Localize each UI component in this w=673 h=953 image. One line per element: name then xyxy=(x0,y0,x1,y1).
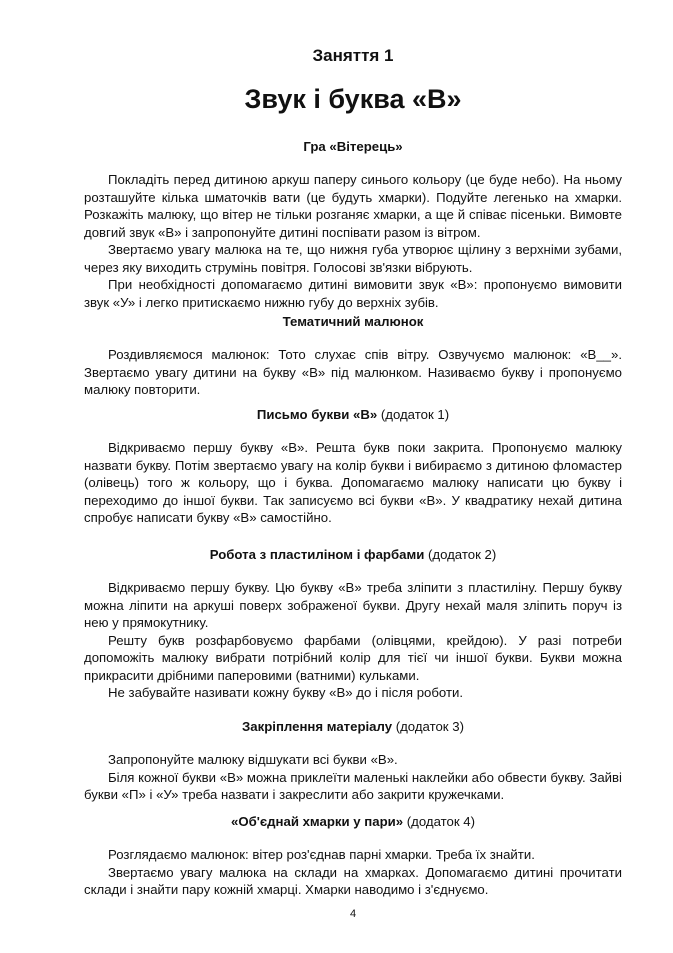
heading-text: Письмо букви «В» xyxy=(256,407,378,422)
section-plasticine-paints xyxy=(84,546,622,702)
paragraph: Роздивляємося малюнок: Тото слухає спів вітру. Озвучуємо малюнок: «В__». Звертаємо увагу дитини на букву «В» під малюнком. Називаємо букву і пропонуємо малюку повторити. xyxy=(84,347,622,397)
heading-text: «Об'єднай хмарки у пари» xyxy=(231,814,404,829)
section-heading xyxy=(84,546,622,563)
paragraph: Запропонуйте малюку відшукати всі букви «В». xyxy=(108,752,398,767)
heading-note: (додаток 2) xyxy=(424,547,497,562)
section-pair-clouds xyxy=(84,813,622,899)
lesson-label: Заняття 1 xyxy=(312,46,394,65)
paragraph: Розглядаємо малюнок: вітер роз'єднав парні хмарки. Треба їх знайти. xyxy=(108,847,535,862)
section-heading xyxy=(84,813,622,830)
section-body xyxy=(84,171,622,311)
section-body xyxy=(84,439,622,527)
section-thematic-picture xyxy=(84,313,622,399)
section-reinforcement xyxy=(84,718,622,804)
paragraph: При необхідності допомагаємо дитині вимовити звук «В»: пропонуємо вимовити звук «У» і легко притискаємо нижню губу до верхніх зубів. xyxy=(84,277,622,310)
heading-note: (додаток 4) xyxy=(403,814,475,829)
section-writing-letter xyxy=(84,406,622,527)
paragraph: Біля кожної букви «В» можна приклеїти маленькі наклейки або обвести букву. Зайві букви «П» і «У» треба назвати і закреслити або закрити кружечками. xyxy=(84,769,622,802)
heading-text: Робота з пластиліном і фарбами xyxy=(209,547,425,562)
section-body xyxy=(84,346,622,399)
section-game-viterets xyxy=(84,138,622,311)
heading-text: Тематичний малюнок xyxy=(282,314,424,329)
section-heading xyxy=(84,718,622,735)
section-body xyxy=(84,846,622,899)
page-title: Звук і буква «В» xyxy=(244,84,462,114)
section-heading xyxy=(84,138,622,155)
paragraph: Покладіть перед дитиною аркуш паперу синього кольору (це буде небо). На ньому розташуйте кілька шматочків вати (це будуть хмарки). Подуйте легенько на хмарки. Розкажіть малюку, що вітер не тільки розганяє хмарки, а ще й співає пісеньки. Вимовте довгий звук «В» і запропонуйте дитині поспівати разом із вітром. xyxy=(84,172,622,240)
section-body xyxy=(84,751,622,804)
heading-text: Закріплення матеріалу xyxy=(242,719,393,734)
paragraph: Звертаємо увагу малюка на склади на хмарках. Допомагаємо дитині прочитати склади і знайти пару кожній хмарці. Хмарки наводимо і з'єднуємо. xyxy=(84,864,622,897)
paragraph: Решту букв розфарбовуємо фарбами (олівцями, крейдою). У разі потреби допоможіть малюку вибрати потрібний колір для тієї чи іншої букви. Букви можна прикрасити дрібними паперовими (ватними) кульками. xyxy=(84,632,622,683)
section-heading xyxy=(84,313,622,330)
paragraph: Відкриваємо першу букву «В». Решта букв поки закрита. Пропонуємо малюку назвати букву. Потім звертаємо увагу на колір букви і вибираємо з дитиною фломастер (олівець) того ж кольору, що і буква. Допомагаємо малюку написати цю букву і переходимо до іншої букви. Так записуємо всі букви «В». У квадратику нехай дитина спробує написати букву «В» самостійно. xyxy=(84,440,622,525)
paragraph: Відкриваємо першу букву. Цю букву «В» треба зліпити з пластиліну. Першу букву можна ліпити на аркуші поверх зображеної букви. Другу нехай маля зліпить поруч із нею у прямокутнику. xyxy=(84,580,622,630)
heading-note: (додаток 1) xyxy=(377,407,450,422)
heading-text: Гра «Вітерець» xyxy=(303,139,403,154)
paragraph: Звертаємо увагу малюка на те, що нижня губа утворює щілину з верхніми зубами, через яку виходить струмінь повітря. Голосові зв'язки вібрують. xyxy=(84,242,622,275)
section-body xyxy=(84,579,622,702)
section-heading xyxy=(84,406,622,423)
heading-note: (додаток 3) xyxy=(392,719,464,734)
page-number: 4 xyxy=(349,908,357,920)
paragraph: Не забувайте називати кожну букву «В» до і після роботи. xyxy=(108,685,464,700)
